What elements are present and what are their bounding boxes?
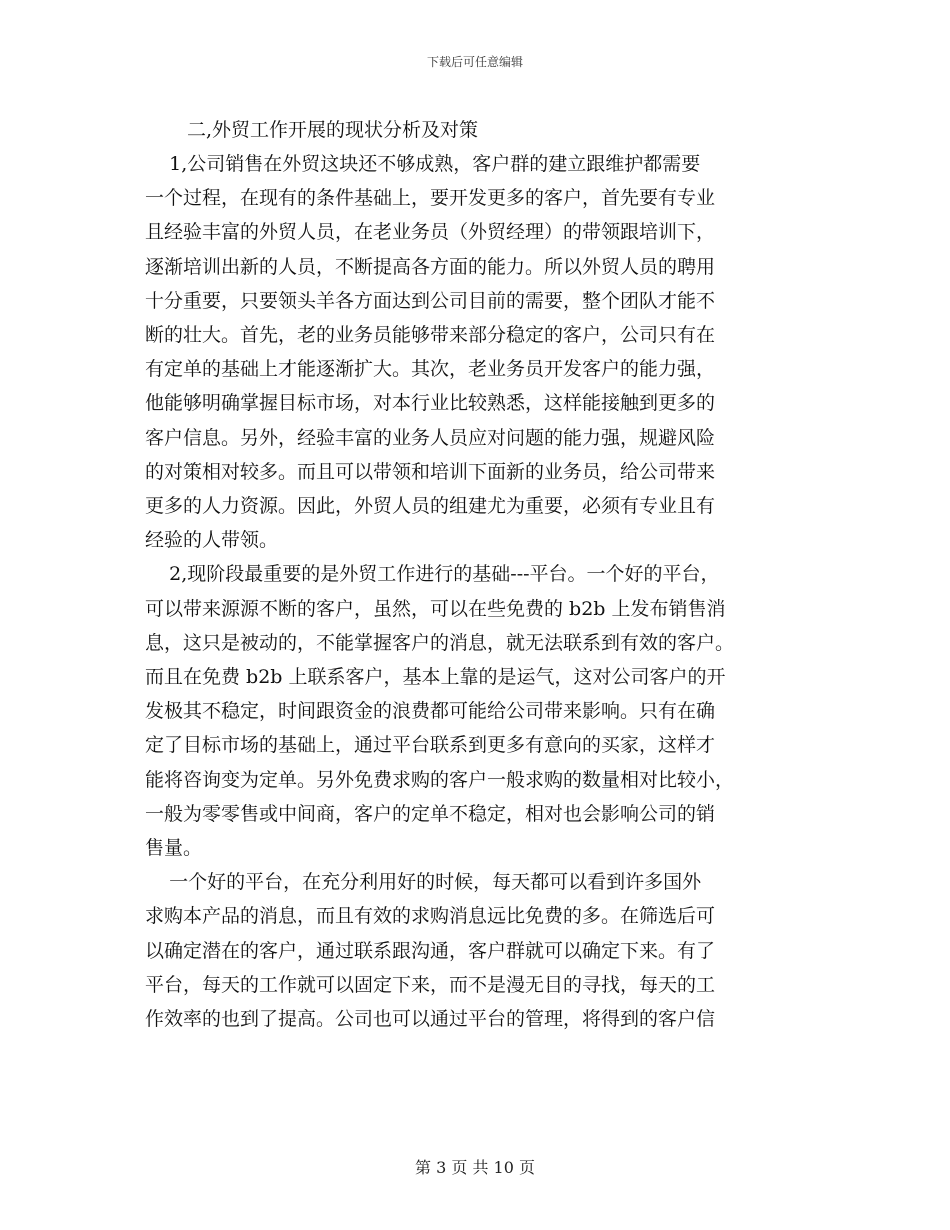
- text-line: 断的壮大。首先，老的业务员能够带来部分稳定的客户，公司只有在: [145, 324, 716, 346]
- text-line: 客户信息。另外，经验丰富的业务人员应对问题的能力强，规避风险: [145, 426, 716, 449]
- text-line: 一个过程，在现有的条件基础上，要开发更多的客户，首先要有专业: [145, 187, 716, 210]
- text-line: 有定单的基础上才能逐渐扩大。其次，老业务员开发客户的能力强，: [145, 358, 716, 381]
- text-line: 售量。: [145, 837, 203, 859]
- text-line: 息，这只是被动的，不能掌握客户的消息，就无法联系到有效的客户。: [145, 631, 735, 654]
- text-line: 作效率的也到了提高。公司也可以通过平台的管理，将得到的客户信: [145, 1008, 716, 1030]
- text-line: 更多的人力资源。因此，外贸人员的组建尤为重要，必须有专业且有: [145, 495, 716, 517]
- text-line: 他能够明确掌握目标市场，对本行业比较熟悉，这样能接触到更多的: [145, 392, 716, 415]
- text-line: 2,现阶段最重要的是外贸工作进行的基础---平台。一个好的平台，: [145, 563, 720, 586]
- text-line: 以确定潜在的客户，通过联系跟沟通，客户群就可以确定下来。有了: [145, 939, 716, 962]
- page-footer: 第 3 页 共 10 页: [415, 1158, 535, 1177]
- section-title: 二,外贸工作开展的现状分析及对策: [187, 119, 479, 141]
- text-line: 能将咨询变为定单。另外免费求购的客户一般求购的数量相对比较小，: [145, 768, 735, 791]
- text-line: 求购本产品的消息，而且有效的求购消息远比免费的多。在筛选后可: [145, 905, 716, 928]
- text-line: 定了目标市场的基础上，通过平台联系到更多有意向的买家，这样才: [145, 734, 716, 757]
- text-line: 一个好的平台，在充分利用好的时候，每天都可以看到许多国外: [145, 871, 702, 894]
- text-line: 的对策相对较多。而且可以带领和培训下面新的业务员，给公司带来: [145, 460, 716, 483]
- text-line: 而且在免费 b2b 上联系客户，基本上靠的是运气，这对公司客户的开: [145, 666, 726, 688]
- text-line: 平台，每天的工作就可以固定下来，而不是漫无目的寻找，每天的工: [145, 973, 716, 996]
- text-line: 一般为零零售或中间商，客户的定单不稳定，相对也会影响公司的销: [145, 802, 716, 825]
- page-header: 下载后可任意编辑: [426, 55, 523, 69]
- text-line: 且经验丰富的外贸人员，在老业务员（外贸经理）的带领跟培训下，: [145, 221, 716, 244]
- text-line: 经验的人带领。: [145, 529, 279, 552]
- text-line: 发极其不稳定，时间跟资金的浪费都可能给公司带来影响。只有在确: [145, 700, 716, 723]
- text-line: 可以带来源源不断的客户，虽然，可以在些免费的 b2b 上发布销售消: [145, 597, 726, 620]
- text-line: 十分重要，只要领头羊各方面达到公司目前的需要，整个团队才能不: [145, 289, 716, 312]
- text-line: 1,公司销售在外贸这块还不够成熟，客户群的建立跟维护都需要: [145, 153, 701, 175]
- text-line: 逐渐培训出新的人员，不断提高各方面的能力。所以外贸人员的聘用: [145, 255, 716, 278]
